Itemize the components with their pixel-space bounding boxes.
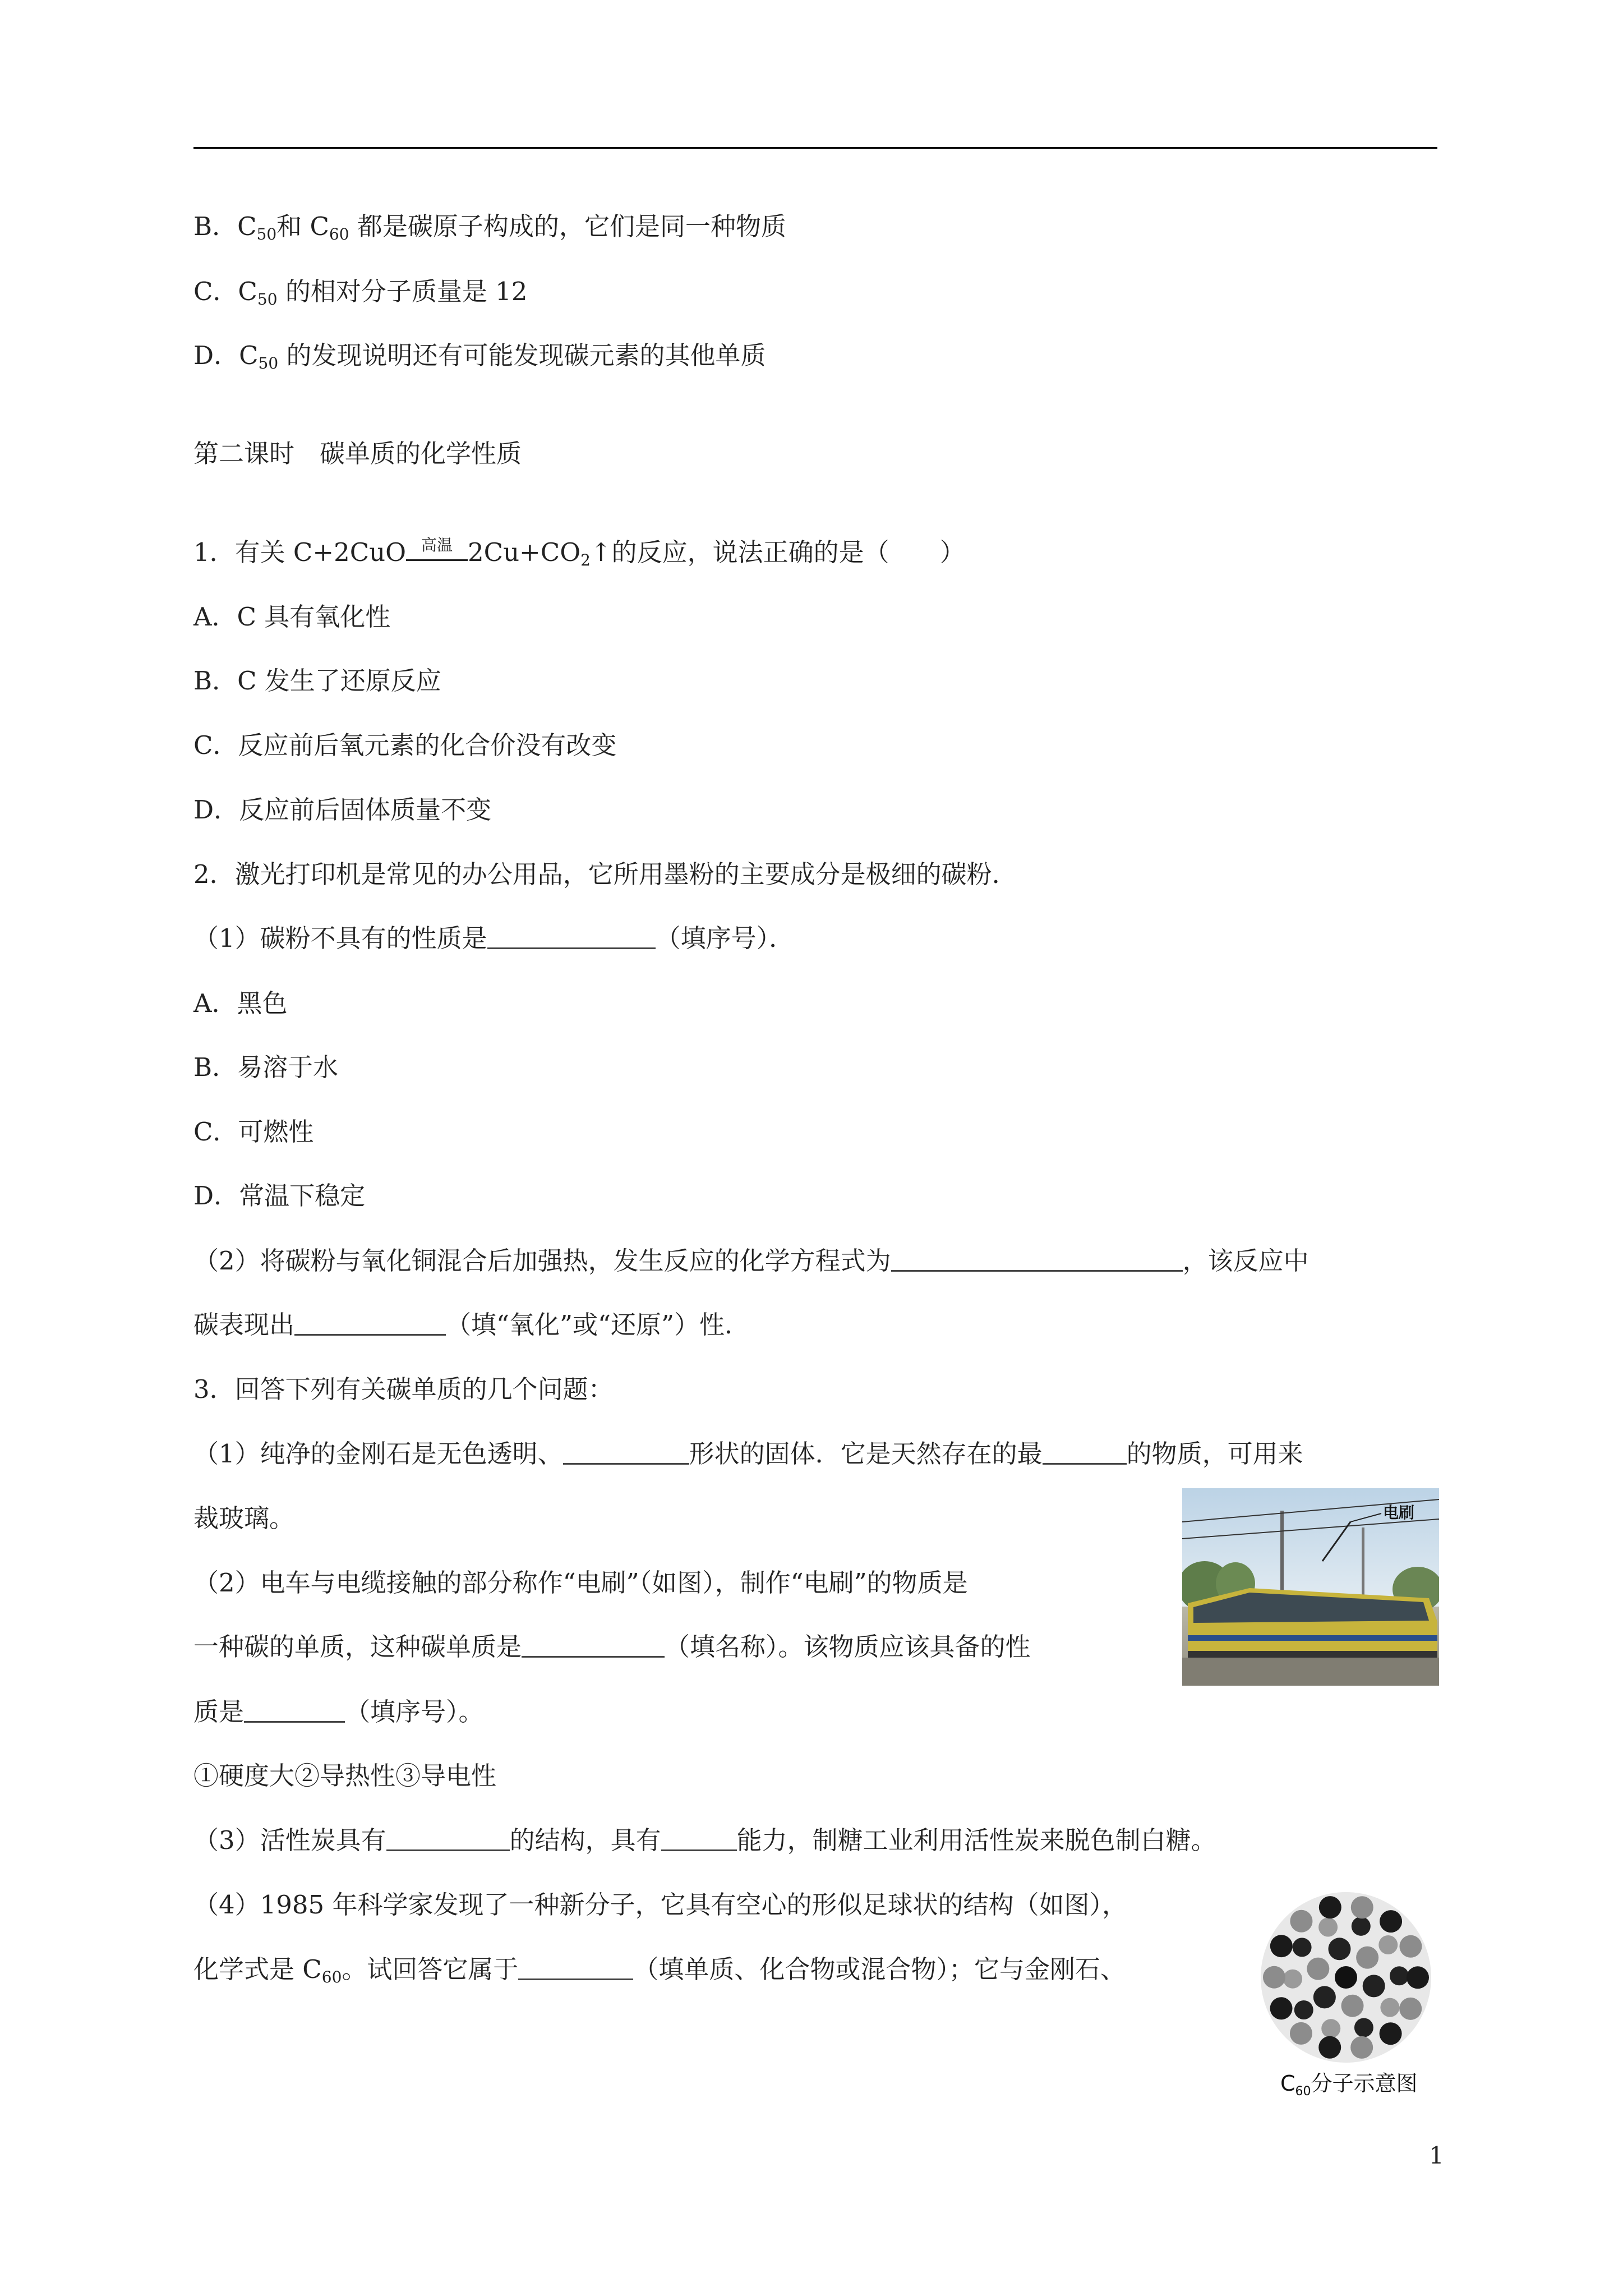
question-1: 1．有关 C+2CuO 高温 $2Cu+CO_2↑$的反应，说法正确的是（ ）: [193, 536, 965, 569]
q1-option-b: B．C 发生了还原反应: [193, 666, 441, 696]
carbon-atom: [1321, 2019, 1340, 2038]
q1-post-b: ↑的反应，说法正确的是（ ）: [590, 537, 965, 567]
q2-option-b: B．易溶于水: [193, 1052, 339, 1082]
carbon-atom: [1380, 1998, 1399, 2017]
q3-property-options: ①硬度大②导热性③导电性: [193, 1761, 497, 1791]
carbon-atom: [1341, 1995, 1364, 2017]
q1-option-a: A．C 具有氧化性: [193, 602, 391, 632]
q2-option-a: A．黑色: [193, 988, 288, 1018]
carbon-atom: [1290, 1910, 1312, 1932]
answer-blank[interactable]: [1043, 1438, 1127, 1465]
q3-part-2: （2）电车与电缆接触的部分称作“电刷”（如图），制作“电刷”的物质是: [193, 1568, 968, 1598]
question-3: 3．回答下列有关碳单质的几个问题：: [193, 1374, 614, 1404]
carbon-atom: [1335, 1966, 1357, 1989]
q2-part-2: （2）将碳粉与氧化铜混合后加强热，发生反应的化学方程式为 ，该反应中: [193, 1246, 1309, 1276]
carbon-atom: [1313, 1986, 1336, 2008]
carbon-atom: [1354, 2018, 1373, 2037]
carbon-atom: [1363, 1975, 1385, 1997]
carbon-atom: [1319, 1896, 1341, 1918]
tram-photo: [1182, 1488, 1439, 1686]
q1-option-d: D．反应前后固体质量不变: [193, 795, 492, 825]
option-d-c50: D．$C_{50}$ 的发现说明还有可能发现碳元素的其他单质: [193, 341, 766, 372]
carbon-atom: [1283, 1970, 1302, 1989]
answer-blank[interactable]: [487, 923, 656, 949]
answer-blank[interactable]: [522, 1631, 665, 1658]
carbon-atom: [1356, 1947, 1378, 1969]
answer-blank[interactable]: [891, 1245, 1183, 1272]
q2-part-2-cont: 碳表现出 （填“氧化”或“还原”）性．: [193, 1310, 750, 1340]
carbon-atom: [1378, 1935, 1398, 1954]
carbon-atom: [1399, 1935, 1422, 1958]
answer-blank[interactable]: [661, 1825, 737, 1851]
section-title: 第二课时 碳单质的化学性质: [193, 439, 522, 468]
header-rule: [193, 147, 1437, 149]
carbon-atom: [1352, 1917, 1371, 1936]
carbon-atom: [1350, 2036, 1373, 2059]
carbon-atom: [1318, 1918, 1338, 1937]
q1-post-a: 2Cu+CO: [468, 537, 581, 567]
brush-label: 电刷: [1383, 1503, 1415, 1522]
reaction-condition: 高温: [406, 545, 468, 561]
q2-part-1: （1）碳粉不具有的性质是 （填序号）．: [193, 923, 795, 953]
answer-blank[interactable]: [294, 1309, 446, 1336]
carbon-atom: [1390, 1966, 1409, 1985]
carbon-atom: [1293, 1938, 1312, 1957]
option-c-c50: C．$C_{50}$ 的相对分子质量是 12: [193, 277, 528, 309]
carbon-atom: [1290, 2022, 1312, 2045]
answer-blank[interactable]: [518, 1954, 633, 1980]
answer-blank[interactable]: [244, 1696, 345, 1723]
carbon-atom: [1328, 1938, 1350, 1960]
question-2: 2．激光打印机是常见的办公用品，它所用墨粉的主要成分是极细的碳粉．: [193, 859, 1017, 889]
c60-caption: $C_{60}$分子示意图: [1280, 2071, 1418, 2099]
carbon-atom: [1270, 1935, 1293, 1957]
option-b-c50: B．$C_{50}$和 $C_{60}$ 都是碳原子构成的，它们是同一种物质: [193, 211, 786, 243]
q2-option-c: C．可燃性: [193, 1117, 314, 1147]
carbon-atom: [1399, 1998, 1422, 2020]
q3-part-4-cont: 化学式是 $C_{60}$。试回答它属于 （填单质、化合物或混合物）；它与金刚石、: [193, 1954, 1126, 1986]
carbon-atom: [1380, 2022, 1402, 2045]
answer-blank[interactable]: [386, 1825, 510, 1851]
q3-part-4: （4）1985 年科学家发现了一种新分子，它具有空心的形似足球状的结构（如图），: [193, 1890, 1127, 1920]
carbon-atom: [1407, 1966, 1429, 1989]
carbon-atom: [1318, 2036, 1341, 2059]
carbon-atom: [1307, 1958, 1329, 1980]
page-number: 1: [1429, 2142, 1444, 2169]
q3-part-1-cont: 裁玻璃。: [193, 1503, 295, 1533]
answer-blank[interactable]: [563, 1438, 689, 1465]
carbon-atom: [1380, 1910, 1402, 1932]
carbon-atom: [1263, 1966, 1285, 1989]
q1-pre: 1．有关 C+2CuO: [193, 537, 407, 567]
carbon-atom: [1270, 1997, 1293, 2019]
q1-option-c: C．反应前后氧元素的化合价没有改变: [193, 730, 617, 760]
q3-part-2-cont: 一种碳的单质，这种碳单质是 （填名称）。该物质应该具备的性: [193, 1632, 1031, 1662]
carbon-atom: [1294, 2000, 1313, 2019]
q3-part-3: （3）活性炭具有 的结构，具有 能力，制糖工业利用活性炭来脱色制白糖。: [193, 1825, 1216, 1855]
carbon-atom: [1351, 1896, 1373, 1918]
q2-option-d: D．常温下稳定: [193, 1181, 366, 1211]
q3-part-2-end: 质是 （填序号）。: [193, 1697, 484, 1727]
c60-molecule-figure: [1253, 1888, 1438, 2099]
q3-part-1: （1）纯净的金刚石是无色透明、 形状的固体．它是天然存在的最 的物质，可用来: [193, 1439, 1303, 1469]
